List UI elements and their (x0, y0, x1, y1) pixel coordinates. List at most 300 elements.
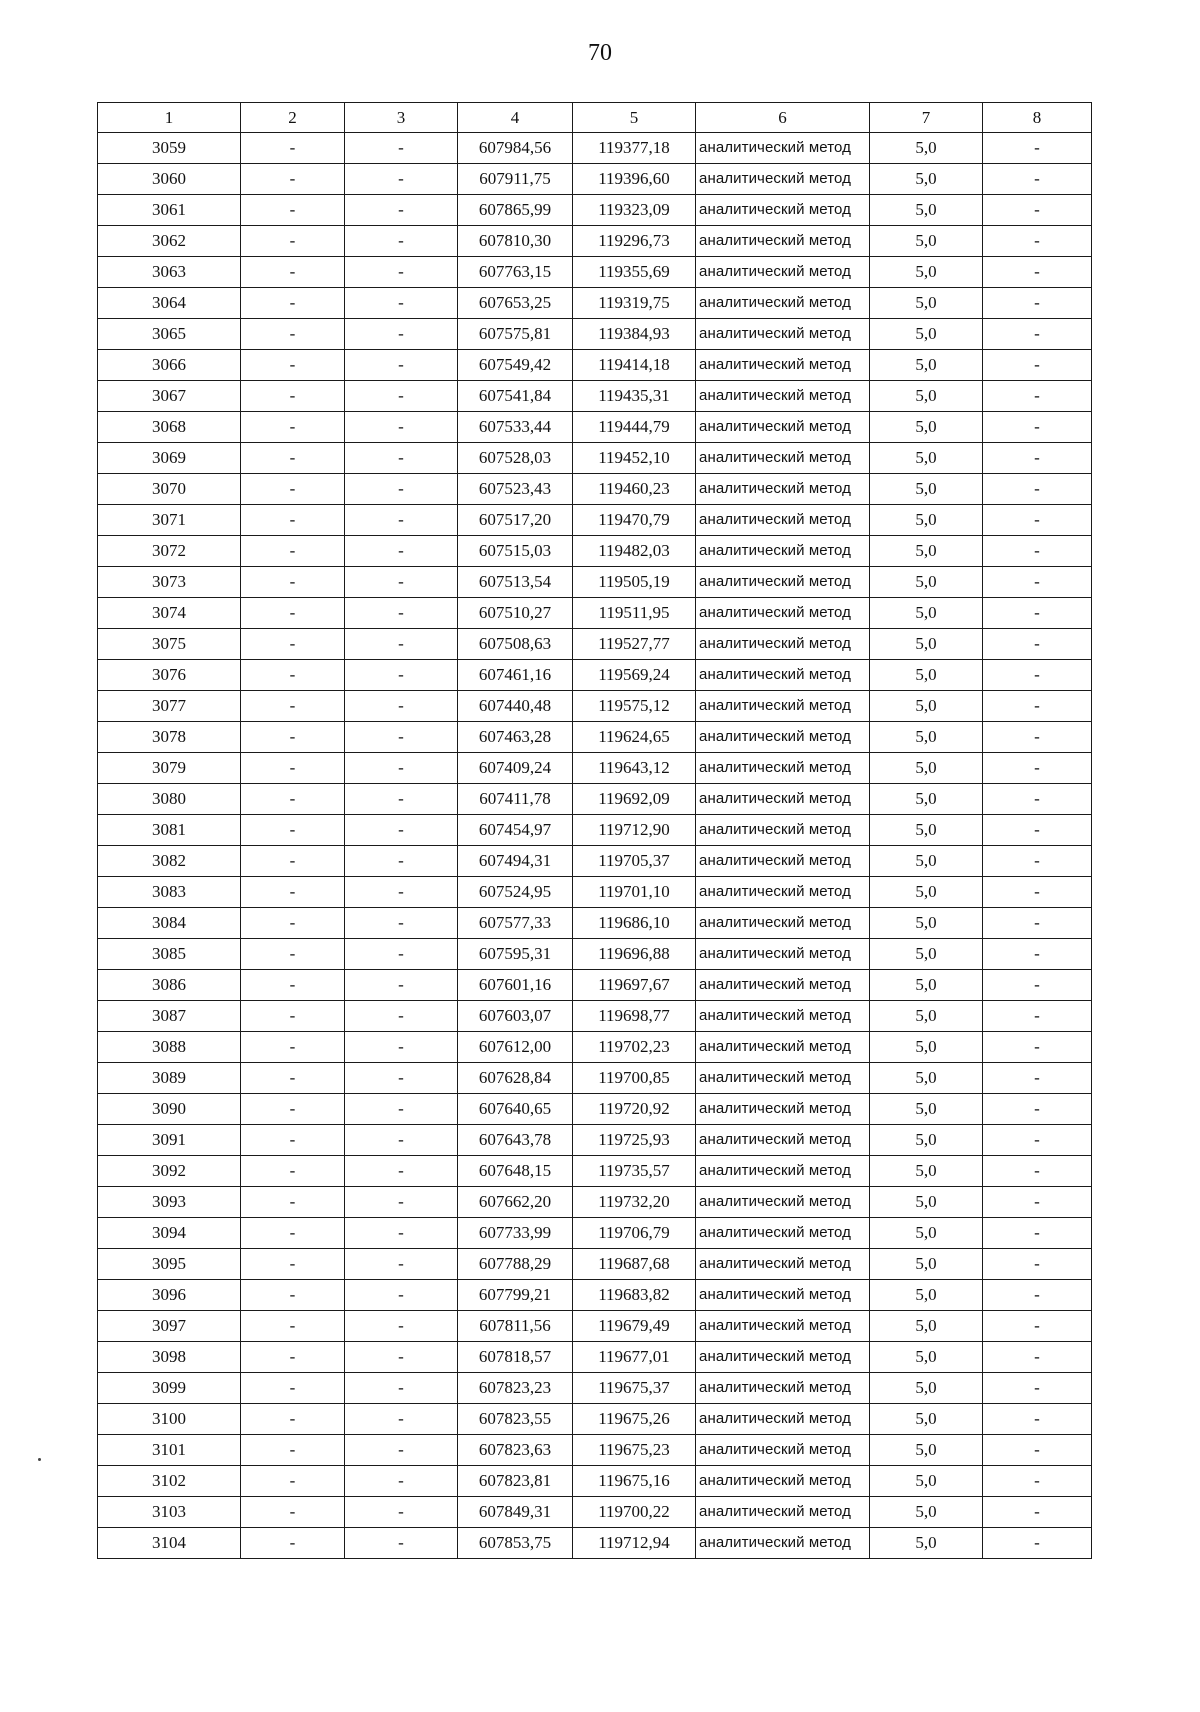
x-coordinate-cell: 607454,97 (458, 815, 573, 846)
x-coordinate-cell: 607823,63 (458, 1435, 573, 1466)
method-cell: аналитический метод (696, 629, 870, 660)
col-3-cell: - (345, 908, 458, 939)
point-number-cell: 3082 (98, 846, 241, 877)
col-2-cell: - (241, 1063, 345, 1094)
col-3-cell: - (345, 1094, 458, 1125)
y-coordinate-cell: 119355,69 (573, 257, 696, 288)
col-3-cell: - (345, 1373, 458, 1404)
y-coordinate-cell: 119735,57 (573, 1156, 696, 1187)
method-cell: аналитический метод (696, 1063, 870, 1094)
table-row (98, 1280, 1092, 1311)
col-2-cell: - (241, 939, 345, 970)
table-row (98, 1063, 1092, 1094)
y-coordinate-cell: 119643,12 (573, 753, 696, 784)
col-2-cell: - (241, 846, 345, 877)
col-8-cell: - (983, 1466, 1092, 1497)
method-cell: аналитический метод (696, 722, 870, 753)
col-3-cell: - (345, 164, 458, 195)
table-row (98, 1342, 1092, 1373)
point-number-cell: 3079 (98, 753, 241, 784)
x-coordinate-cell: 607653,25 (458, 288, 573, 319)
col-3-cell: - (345, 1280, 458, 1311)
col-8-cell: - (983, 877, 1092, 908)
x-coordinate-cell: 607662,20 (458, 1187, 573, 1218)
col-8-cell: - (983, 629, 1092, 660)
col-2-cell: - (241, 877, 345, 908)
accuracy-cell: 5,0 (870, 1466, 983, 1497)
col-8-cell: - (983, 195, 1092, 226)
col-3-cell: - (345, 412, 458, 443)
accuracy-cell: 5,0 (870, 1156, 983, 1187)
y-coordinate-cell: 119687,68 (573, 1249, 696, 1280)
col-2-cell: - (241, 257, 345, 288)
col-3-cell: - (345, 629, 458, 660)
col-3-cell: - (345, 288, 458, 319)
col-8-cell: - (983, 164, 1092, 195)
col-2-cell: - (241, 753, 345, 784)
accuracy-cell: 5,0 (870, 1373, 983, 1404)
accuracy-cell: 5,0 (870, 722, 983, 753)
y-coordinate-cell: 119444,79 (573, 412, 696, 443)
col-2-cell: - (241, 815, 345, 846)
y-coordinate-cell: 119482,03 (573, 536, 696, 567)
col-2-cell: - (241, 1373, 345, 1404)
point-number-cell: 3099 (98, 1373, 241, 1404)
col-2-cell: - (241, 288, 345, 319)
point-number-cell: 3060 (98, 164, 241, 195)
col-2-cell: - (241, 691, 345, 722)
x-coordinate-cell: 607409,24 (458, 753, 573, 784)
point-number-cell: 3084 (98, 908, 241, 939)
col-2-cell: - (241, 567, 345, 598)
method-cell: аналитический метод (696, 939, 870, 970)
col-8-cell: - (983, 846, 1092, 877)
point-number-cell: 3095 (98, 1249, 241, 1280)
col-3-cell: - (345, 350, 458, 381)
coordinates-table (97, 102, 1092, 1559)
col-2-cell: - (241, 660, 345, 691)
accuracy-cell: 5,0 (870, 691, 983, 722)
accuracy-cell: 5,0 (870, 319, 983, 350)
method-cell: аналитический метод (696, 257, 870, 288)
x-coordinate-cell: 607510,27 (458, 598, 573, 629)
accuracy-cell: 5,0 (870, 1404, 983, 1435)
col-8-cell: - (983, 1497, 1092, 1528)
page-number: 70 (588, 40, 612, 66)
point-number-cell: 3070 (98, 474, 241, 505)
col-3-cell: - (345, 1528, 458, 1559)
x-coordinate-cell: 607823,55 (458, 1404, 573, 1435)
col-8-cell: - (983, 1311, 1092, 1342)
column-header-6: 6 (696, 103, 870, 133)
table-row (98, 257, 1092, 288)
y-coordinate-cell: 119732,20 (573, 1187, 696, 1218)
y-coordinate-cell: 119696,88 (573, 939, 696, 970)
col-3-cell: - (345, 1063, 458, 1094)
point-number-cell: 3094 (98, 1218, 241, 1249)
col-3-cell: - (345, 257, 458, 288)
method-cell: аналитический метод (696, 1094, 870, 1125)
x-coordinate-cell: 607411,78 (458, 784, 573, 815)
table-row (98, 164, 1092, 195)
col-2-cell: - (241, 133, 345, 164)
col-8-cell: - (983, 1001, 1092, 1032)
method-cell: аналитический метод (696, 815, 870, 846)
method-cell: аналитический метод (696, 288, 870, 319)
y-coordinate-cell: 119700,85 (573, 1063, 696, 1094)
point-number-cell: 3081 (98, 815, 241, 846)
point-number-cell: 3102 (98, 1466, 241, 1497)
header-row (98, 103, 1092, 133)
col-8-cell: - (983, 753, 1092, 784)
point-number-cell: 3101 (98, 1435, 241, 1466)
method-cell: аналитический метод (696, 1435, 870, 1466)
col-2-cell: - (241, 1404, 345, 1435)
x-coordinate-cell: 607440,48 (458, 691, 573, 722)
table-row (98, 1094, 1092, 1125)
col-8-cell: - (983, 1435, 1092, 1466)
x-coordinate-cell: 607811,56 (458, 1311, 573, 1342)
column-header-1: 1 (98, 103, 241, 133)
col-2-cell: - (241, 1311, 345, 1342)
col-8-cell: - (983, 1528, 1092, 1559)
col-2-cell: - (241, 970, 345, 1001)
table-row (98, 133, 1092, 164)
x-coordinate-cell: 607984,56 (458, 133, 573, 164)
y-coordinate-cell: 119675,16 (573, 1466, 696, 1497)
col-3-cell: - (345, 1032, 458, 1063)
x-coordinate-cell: 607648,15 (458, 1156, 573, 1187)
y-coordinate-cell: 119679,49 (573, 1311, 696, 1342)
accuracy-cell: 5,0 (870, 1249, 983, 1280)
x-coordinate-cell: 607524,95 (458, 877, 573, 908)
col-3-cell: - (345, 784, 458, 815)
col-3-cell: - (345, 1342, 458, 1373)
table-row (98, 691, 1092, 722)
col-8-cell: - (983, 319, 1092, 350)
x-coordinate-cell: 607818,57 (458, 1342, 573, 1373)
col-2-cell: - (241, 1156, 345, 1187)
accuracy-cell: 5,0 (870, 660, 983, 691)
y-coordinate-cell: 119686,10 (573, 908, 696, 939)
point-number-cell: 3076 (98, 660, 241, 691)
method-cell: аналитический метод (696, 1032, 870, 1063)
col-2-cell: - (241, 1497, 345, 1528)
y-coordinate-cell: 119377,18 (573, 133, 696, 164)
col-2-cell: - (241, 536, 345, 567)
method-cell: аналитический метод (696, 598, 870, 629)
accuracy-cell: 5,0 (870, 1094, 983, 1125)
col-2-cell: - (241, 1125, 345, 1156)
table-row (98, 1156, 1092, 1187)
point-number-cell: 3097 (98, 1311, 241, 1342)
table-row (98, 970, 1092, 1001)
method-cell: аналитический метод (696, 753, 870, 784)
point-number-cell: 3068 (98, 412, 241, 443)
col-8-cell: - (983, 815, 1092, 846)
accuracy-cell: 5,0 (870, 1435, 983, 1466)
table-header (98, 103, 1092, 133)
accuracy-cell: 5,0 (870, 474, 983, 505)
accuracy-cell: 5,0 (870, 784, 983, 815)
accuracy-cell: 5,0 (870, 1528, 983, 1559)
col-2-cell: - (241, 195, 345, 226)
y-coordinate-cell: 119575,12 (573, 691, 696, 722)
col-2-cell: - (241, 1280, 345, 1311)
table-row (98, 505, 1092, 536)
column-header-3: 3 (345, 103, 458, 133)
accuracy-cell: 5,0 (870, 970, 983, 1001)
col-3-cell: - (345, 939, 458, 970)
method-cell: аналитический метод (696, 1342, 870, 1373)
x-coordinate-cell: 607494,31 (458, 846, 573, 877)
y-coordinate-cell: 119701,10 (573, 877, 696, 908)
x-coordinate-cell: 607461,16 (458, 660, 573, 691)
col-2-cell: - (241, 784, 345, 815)
y-coordinate-cell: 119569,24 (573, 660, 696, 691)
method-cell: аналитический метод (696, 1404, 870, 1435)
col-8-cell: - (983, 1063, 1092, 1094)
x-coordinate-cell: 607601,16 (458, 970, 573, 1001)
col-3-cell: - (345, 505, 458, 536)
accuracy-cell: 5,0 (870, 1187, 983, 1218)
point-number-cell: 3072 (98, 536, 241, 567)
col-8-cell: - (983, 350, 1092, 381)
accuracy-cell: 5,0 (870, 257, 983, 288)
method-cell: аналитический метод (696, 1311, 870, 1342)
column-header-7: 7 (870, 103, 983, 133)
col-2-cell: - (241, 505, 345, 536)
accuracy-cell: 5,0 (870, 629, 983, 660)
point-number-cell: 3069 (98, 443, 241, 474)
y-coordinate-cell: 119319,75 (573, 288, 696, 319)
col-2-cell: - (241, 1249, 345, 1280)
accuracy-cell: 5,0 (870, 195, 983, 226)
point-number-cell: 3091 (98, 1125, 241, 1156)
accuracy-cell: 5,0 (870, 1497, 983, 1528)
method-cell: аналитический метод (696, 784, 870, 815)
x-coordinate-cell: 607541,84 (458, 381, 573, 412)
column-header-5: 5 (573, 103, 696, 133)
accuracy-cell: 5,0 (870, 164, 983, 195)
col-3-cell: - (345, 567, 458, 598)
col-3-cell: - (345, 1311, 458, 1342)
col-3-cell: - (345, 1187, 458, 1218)
table-row (98, 1218, 1092, 1249)
y-coordinate-cell: 119396,60 (573, 164, 696, 195)
col-8-cell: - (983, 1373, 1092, 1404)
col-8-cell: - (983, 908, 1092, 939)
col-3-cell: - (345, 1001, 458, 1032)
col-3-cell: - (345, 660, 458, 691)
point-number-cell: 3096 (98, 1280, 241, 1311)
y-coordinate-cell: 119712,94 (573, 1528, 696, 1559)
method-cell: аналитический метод (696, 908, 870, 939)
y-coordinate-cell: 119384,93 (573, 319, 696, 350)
col-3-cell: - (345, 1497, 458, 1528)
table-row (98, 784, 1092, 815)
col-3-cell: - (345, 1218, 458, 1249)
point-number-cell: 3059 (98, 133, 241, 164)
x-coordinate-cell: 607911,75 (458, 164, 573, 195)
method-cell: аналитический метод (696, 1125, 870, 1156)
x-coordinate-cell: 607849,31 (458, 1497, 573, 1528)
table-row (98, 1187, 1092, 1218)
point-number-cell: 3064 (98, 288, 241, 319)
point-number-cell: 3088 (98, 1032, 241, 1063)
table-row (98, 753, 1092, 784)
col-2-cell: - (241, 319, 345, 350)
point-number-cell: 3075 (98, 629, 241, 660)
col-3-cell: - (345, 815, 458, 846)
col-8-cell: - (983, 660, 1092, 691)
accuracy-cell: 5,0 (870, 350, 983, 381)
y-coordinate-cell: 119460,23 (573, 474, 696, 505)
method-cell: аналитический метод (696, 536, 870, 567)
table-row (98, 598, 1092, 629)
point-number-cell: 3083 (98, 877, 241, 908)
method-cell: аналитический метод (696, 1528, 870, 1559)
x-coordinate-cell: 607612,00 (458, 1032, 573, 1063)
col-2-cell: - (241, 1435, 345, 1466)
col-2-cell: - (241, 381, 345, 412)
col-3-cell: - (345, 691, 458, 722)
table-row (98, 1001, 1092, 1032)
method-cell: аналитический метод (696, 505, 870, 536)
accuracy-cell: 5,0 (870, 505, 983, 536)
accuracy-cell: 5,0 (870, 877, 983, 908)
y-coordinate-cell: 119470,79 (573, 505, 696, 536)
col-2-cell: - (241, 1001, 345, 1032)
x-coordinate-cell: 607528,03 (458, 443, 573, 474)
col-8-cell: - (983, 1342, 1092, 1373)
table-row (98, 1435, 1092, 1466)
col-3-cell: - (345, 877, 458, 908)
x-coordinate-cell: 607823,81 (458, 1466, 573, 1497)
y-coordinate-cell: 119511,95 (573, 598, 696, 629)
col-8-cell: - (983, 1094, 1092, 1125)
col-3-cell: - (345, 195, 458, 226)
col-8-cell: - (983, 691, 1092, 722)
point-number-cell: 3078 (98, 722, 241, 753)
col-8-cell: - (983, 257, 1092, 288)
method-cell: аналитический метод (696, 1280, 870, 1311)
accuracy-cell: 5,0 (870, 226, 983, 257)
col-3-cell: - (345, 1404, 458, 1435)
table-row (98, 226, 1092, 257)
col-2-cell: - (241, 629, 345, 660)
y-coordinate-cell: 119698,77 (573, 1001, 696, 1032)
x-coordinate-cell: 607733,99 (458, 1218, 573, 1249)
accuracy-cell: 5,0 (870, 846, 983, 877)
table-body (98, 133, 1092, 1559)
x-coordinate-cell: 607513,54 (458, 567, 573, 598)
x-coordinate-cell: 607515,03 (458, 536, 573, 567)
table-row (98, 474, 1092, 505)
method-cell: аналитический метод (696, 877, 870, 908)
y-coordinate-cell: 119706,79 (573, 1218, 696, 1249)
y-coordinate-cell: 119296,73 (573, 226, 696, 257)
y-coordinate-cell: 119527,77 (573, 629, 696, 660)
col-2-cell: - (241, 1466, 345, 1497)
x-coordinate-cell: 607810,30 (458, 226, 573, 257)
y-coordinate-cell: 119435,31 (573, 381, 696, 412)
col-8-cell: - (983, 939, 1092, 970)
col-8-cell: - (983, 1218, 1092, 1249)
point-number-cell: 3061 (98, 195, 241, 226)
col-3-cell: - (345, 1249, 458, 1280)
x-coordinate-cell: 607865,99 (458, 195, 573, 226)
method-cell: аналитический метод (696, 1218, 870, 1249)
point-number-cell: 3073 (98, 567, 241, 598)
y-coordinate-cell: 119505,19 (573, 567, 696, 598)
col-3-cell: - (345, 1435, 458, 1466)
table-row (98, 288, 1092, 319)
method-cell: аналитический метод (696, 350, 870, 381)
col-8-cell: - (983, 1032, 1092, 1063)
col-8-cell: - (983, 598, 1092, 629)
point-number-cell: 3098 (98, 1342, 241, 1373)
point-number-cell: 3066 (98, 350, 241, 381)
col-8-cell: - (983, 536, 1092, 567)
method-cell: аналитический метод (696, 846, 870, 877)
col-2-cell: - (241, 722, 345, 753)
x-coordinate-cell: 607517,20 (458, 505, 573, 536)
point-number-cell: 3080 (98, 784, 241, 815)
col-8-cell: - (983, 722, 1092, 753)
col-3-cell: - (345, 226, 458, 257)
method-cell: аналитический метод (696, 164, 870, 195)
method-cell: аналитический метод (696, 1249, 870, 1280)
y-coordinate-cell: 119692,09 (573, 784, 696, 815)
col-8-cell: - (983, 443, 1092, 474)
col-3-cell: - (345, 443, 458, 474)
column-header-2: 2 (241, 103, 345, 133)
accuracy-cell: 5,0 (870, 939, 983, 970)
table-row (98, 815, 1092, 846)
point-number-cell: 3085 (98, 939, 241, 970)
y-coordinate-cell: 119414,18 (573, 350, 696, 381)
col-8-cell: - (983, 1156, 1092, 1187)
method-cell: аналитический метод (696, 226, 870, 257)
y-coordinate-cell: 119323,09 (573, 195, 696, 226)
table-row (98, 1404, 1092, 1435)
accuracy-cell: 5,0 (870, 536, 983, 567)
accuracy-cell: 5,0 (870, 567, 983, 598)
point-number-cell: 3103 (98, 1497, 241, 1528)
point-number-cell: 3071 (98, 505, 241, 536)
table-row (98, 908, 1092, 939)
y-coordinate-cell: 119725,93 (573, 1125, 696, 1156)
col-3-cell: - (345, 753, 458, 784)
method-cell: аналитический метод (696, 1156, 870, 1187)
x-coordinate-cell: 607575,81 (458, 319, 573, 350)
method-cell: аналитический метод (696, 1466, 870, 1497)
col-3-cell: - (345, 598, 458, 629)
method-cell: аналитический метод (696, 474, 870, 505)
method-cell: аналитический метод (696, 1497, 870, 1528)
col-8-cell: - (983, 1249, 1092, 1280)
point-number-cell: 3092 (98, 1156, 241, 1187)
scan-speck (38, 1458, 41, 1461)
table-row (98, 195, 1092, 226)
column-header-8: 8 (983, 103, 1092, 133)
point-number-cell: 3093 (98, 1187, 241, 1218)
point-number-cell: 3067 (98, 381, 241, 412)
method-cell: аналитический метод (696, 1001, 870, 1032)
point-number-cell: 3104 (98, 1528, 241, 1559)
col-8-cell: - (983, 412, 1092, 443)
